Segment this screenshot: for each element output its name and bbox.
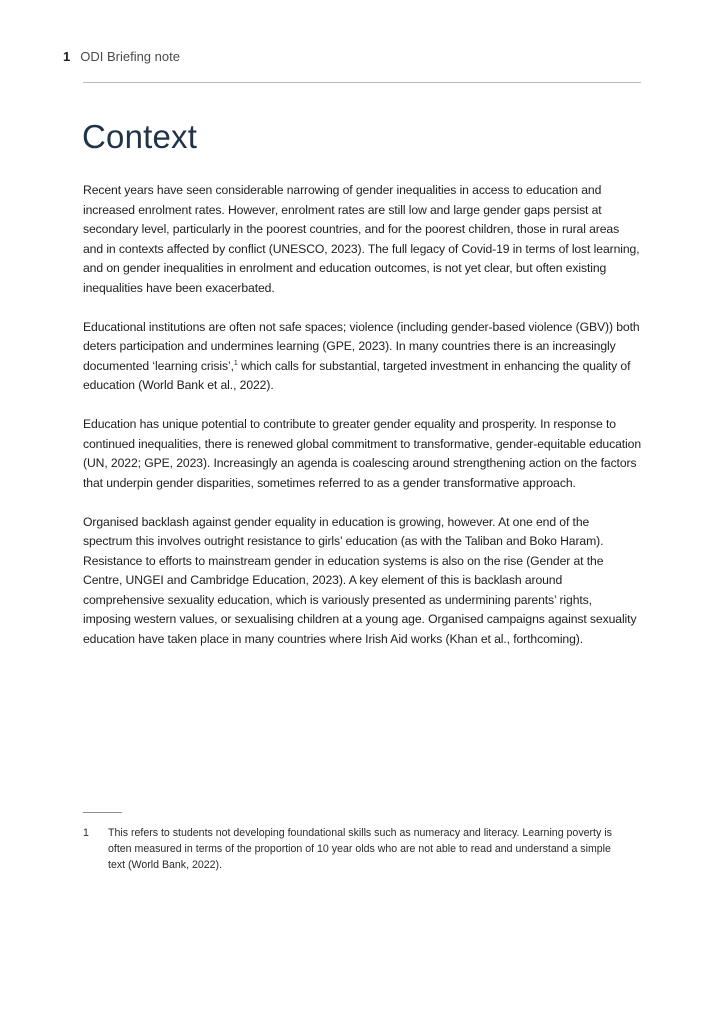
page-number: 1 [63, 49, 71, 64]
paragraph-4: Organised backlash against gender equality in education is growing, however. At one end of the spectrum this involves outright resistance to girls’ education (as with the Taliban and Boko Haram). Resistance to efforts to mainstream gender in education systems is also on the rise (Gender at the Centre, UNGEI and Cambridge Education, 2023). A key element of this is backlash around comprehensive sexuality education, which is variously presented as undermining parents’ rights, imposing western values, or sexualising children at a young age. Organised campaigns against sexuality education have taken place in many countries where Irish Aid works (Khan et al., forthcoming). [83, 514, 637, 646]
footnote-number: 1 [83, 827, 89, 839]
header-divider [83, 82, 641, 83]
section-title: Context [82, 118, 198, 155]
publication-title: ODI Briefing note [80, 49, 180, 64]
paragraph-3: Education has unique potential to contribute to greater gender equality and prosperity. In response to continued inequalities, there is renewed global commitment to transformative, gender-equitable education (UN, 2022; GPE, 2023). Increasingly an agenda is coalescing around strengthening action on the factors that underpin gender disparities, sometimes referred to as a gender transformative approach. [83, 417, 642, 490]
paragraph-2-before: Educational institutions are often not safe spaces; violence (including gender-based violence (GBV)) both deters participation and undermines learning (GPE, 2023). In many countries there is an increasingly documented ‘learning crisis’, [83, 319, 640, 373]
running-header [63, 49, 180, 64]
footnote-reference[interactable]: 1 [233, 359, 238, 367]
paragraph-2 [83, 318, 641, 396]
body-text [83, 181, 641, 669]
paragraph-1: Recent years have seen considerable narrowing of gender inequalities in access to education and increased enrolment rates. However, enrolment rates are still low and large gender gaps persist at secondary level, particularly in the poorest countries, and for the poorest children, those in rural areas and in contexts affected by conflict (UNESCO, 2023). The full legacy of Covid-19 in terms of lost learning, and on gender inequalities in enrolment and education outcomes, is not yet clear, but often existing inequalities have been exacerbated. [83, 183, 640, 295]
paragraph-2-after: which calls for substantial, targeted investment in enhancing the quality of education (World Bank et al., 2022). [83, 358, 631, 392]
footnote-divider [83, 812, 122, 813]
footnote [83, 826, 623, 873]
footnote-text: This refers to students not developing foundational skills such as numeracy and literacy. Learning poverty is often measured in terms of the proportion of 10 year olds who are not able to read and understand a simple text (World Bank, 2022). [108, 827, 612, 871]
